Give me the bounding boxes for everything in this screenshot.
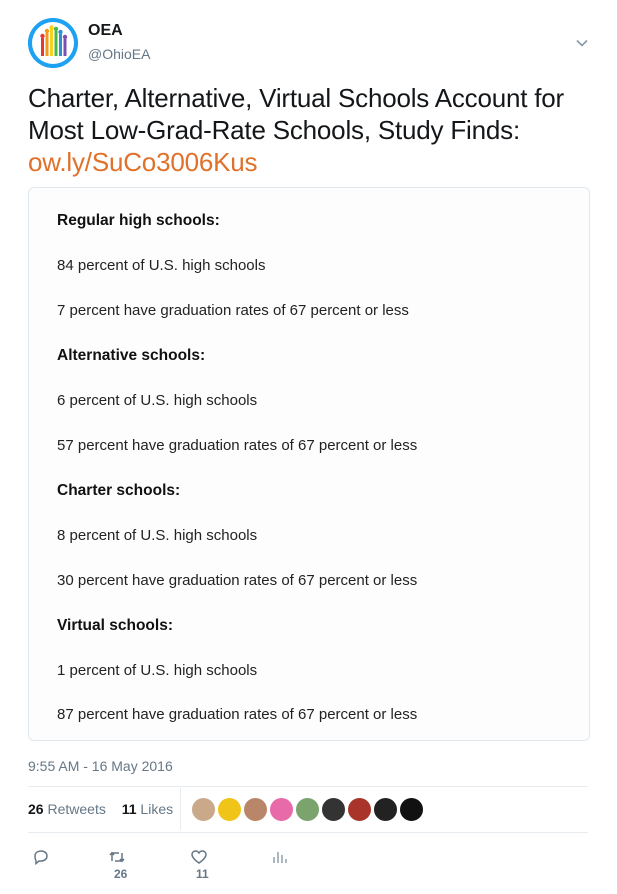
liker-avatar[interactable] [347,797,372,822]
retweets-stat[interactable] [28,801,106,817]
like-count: 11 [196,866,209,881]
card-line: 84 percent of U.S. high schools [57,257,266,274]
tweet-header [28,18,593,72]
stats-separator [180,788,181,830]
liker-avatar[interactable] [295,797,320,822]
reply-icon [32,848,50,866]
liker-avatar[interactable] [217,797,242,822]
tweet-stats [28,801,185,819]
analytics-button[interactable] [270,848,288,866]
chevron-down-icon[interactable] [575,36,589,50]
card-line: 8 percent of U.S. high schools [57,527,258,544]
card-section-heading: Charter schools: [57,482,181,499]
card-line: 30 percent have graduation rates of 67 percent or less [57,572,418,589]
tweet-link[interactable]: ow.ly/SuCo3006Kus [28,147,258,177]
retweets-count: 26 [28,801,44,817]
liker-avatar[interactable] [373,797,398,822]
card-section-heading: Virtual schools: [57,617,173,634]
liker-avatar[interactable] [399,797,424,822]
card-line: 1 percent of U.S. high schools [57,662,258,679]
liker-avatar[interactable] [321,797,346,822]
card-line: 87 percent have graduation rates of 67 percent or less [57,706,418,723]
liker-avatar[interactable] [269,797,294,822]
tweet-text [28,82,588,178]
tweet-body: Charter, Alternative, Virtual Schools Account for Most Low-Grad-Rate Schools, Study Finds: [28,83,565,145]
divider [28,786,588,787]
tweet-image-card[interactable] [28,187,590,741]
retweets-label: Retweets [47,801,106,817]
retweet-icon [108,848,126,866]
card-line: 7 percent have graduation rates of 67 percent or less [57,302,409,319]
retweet-button[interactable] [108,848,128,881]
user-handle[interactable]: @OhioEA [88,46,151,62]
divider [28,832,588,833]
card-line: 6 percent of U.S. high schools [57,392,258,409]
likes-stat[interactable] [122,801,173,817]
liker-avatar[interactable] [191,797,216,822]
likes-count: 11 [121,801,137,817]
retweet-count: 26 [114,866,128,881]
avatar[interactable] [28,18,78,68]
liker-avatar[interactable] [243,797,268,822]
heart-icon [190,848,208,866]
card-section-heading: Regular high schools: [57,212,220,229]
analytics-icon [270,848,288,866]
reply-button[interactable] [32,848,50,866]
tweet-timestamp[interactable]: 9:55 AM - 16 May 2016 [28,758,173,774]
card-section-heading: Alternative schools: [57,347,206,364]
like-button[interactable] [190,848,209,881]
likes-label: Likes [140,801,174,817]
card-line: 57 percent have graduation rates of 67 percent or less [57,437,418,454]
user-name[interactable]: OEA [88,22,123,39]
oea-logo-icon [28,18,78,68]
